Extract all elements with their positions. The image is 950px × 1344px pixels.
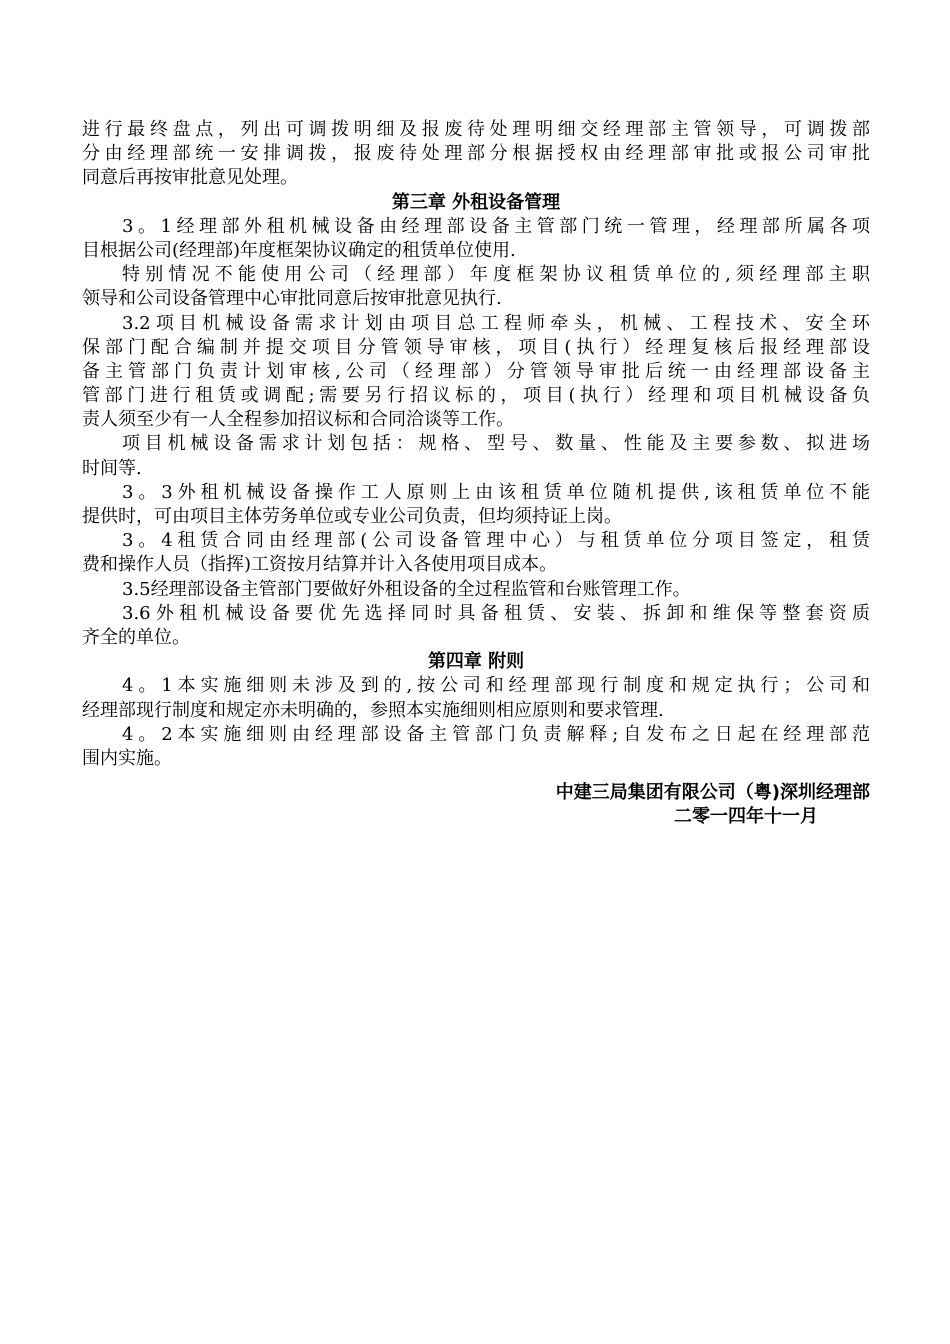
- text-line: 4。1本实施细则未涉及到的,按公司和经理部现行制度和规定执行；公司和: [122, 675, 870, 697]
- text-line: 3。4租赁合同由经理部(公司设备管理中心）与租赁单位分项目签定，租赁: [122, 530, 870, 552]
- text-line: 围内实施。: [82, 747, 172, 769]
- text-line: 备主管部门负责计划审核,公司（经理部）分管领导审批后统一由经理部设备主: [82, 360, 870, 382]
- text-line: 经理部现行制度和规定亦未明确的，参照本实施细则相应原则和要求管理.: [82, 699, 664, 721]
- text-line: 项目机械设备需求计划包括：规格、型号、数量、性能及主要参数、拟进场: [122, 433, 870, 455]
- section-3-3: [82, 481, 870, 529]
- signature-organization: 中建三局集团有限公司（粤)深圳经理部: [555, 782, 870, 804]
- section-3-6: [82, 602, 870, 650]
- text-line: 特别情况不能使用公司（经理部）年度框架协议租赁单位的,须经理部主职: [122, 264, 870, 286]
- section-4-2: [82, 723, 870, 771]
- text-line: 3。1经理部外租机械设备由经理部设备主管部门统一管理，经理部所属各项: [122, 215, 870, 237]
- text-line: 3.5经理部设备主管部门要做好外租设备的全过程监管和台账管理工作。: [122, 578, 691, 600]
- section-3-2-plan: [82, 432, 870, 480]
- text-line: 时间等.: [82, 457, 142, 479]
- text-line: 目根据公司(经理部)年度框架协议确定的租赁单位使用.: [82, 239, 516, 261]
- text-line: 3.2项目机械设备需求计划由项目总工程师牵头，机械、工程技术、安全环: [122, 312, 870, 334]
- chapter-4-heading: 第四章 附则: [427, 651, 525, 673]
- text-line: 进行最终盘点，列出可调拨明细及报废待处理明细交经理部主管领导，可调拨部: [82, 119, 870, 140]
- section-3-4: [82, 529, 870, 577]
- text-line: 3.6外租机械设备要优先选择同时具备租赁、安装、拆卸和维保等整套资质: [122, 602, 870, 624]
- section-3-1: [82, 215, 870, 263]
- text-line: 保部门配合编制并提交项目分管领导审核，项目(执行）经理复核后报经理部设: [82, 336, 870, 358]
- section-3-2: [82, 312, 870, 433]
- section-3-1-special: [82, 263, 870, 311]
- text-line: 责人须至少有一人全程参加招议标和合同洽谈等工作。: [82, 409, 514, 431]
- intro-paragraph: [82, 118, 870, 191]
- text-line: 提供时，可由项目主体劳务单位或专业公司负责，但均须持证上岗。: [82, 506, 622, 527]
- chapter-3-heading: 第三章 外租设备管理: [391, 191, 561, 213]
- text-line: 费和操作人员（指挥)工资按月结算并计入各使用项目成本。: [82, 554, 558, 576]
- text-line: 分由经理部统一安排调拨，报废待处理部分根据授权由经理部审批或报公司审批: [82, 143, 870, 165]
- text-line: 管部门进行租赁或调配;需要另行招议标的，项目(执行）经理和项目机械设备负: [82, 385, 870, 407]
- text-line: 领导和公司设备管理中心审批同意后按审批意见执行.: [82, 288, 502, 310]
- document-page: [82, 118, 870, 829]
- text-line: 齐全的单位。: [82, 626, 190, 648]
- section-4-1: [82, 674, 870, 722]
- signature-date: 二零一四年十一月: [674, 806, 818, 828]
- text-line: 3。3外租机械设备操作工人原则上由该租赁单位随机提供,该租赁单位不能: [122, 481, 870, 503]
- section-3-5: [82, 578, 870, 602]
- text-line: 同意后再按审批意见处理。: [82, 167, 298, 189]
- text-line: 4。2本实施细则由经理部设备主管部门负责解释;自发布之日起在经理部范: [122, 723, 870, 745]
